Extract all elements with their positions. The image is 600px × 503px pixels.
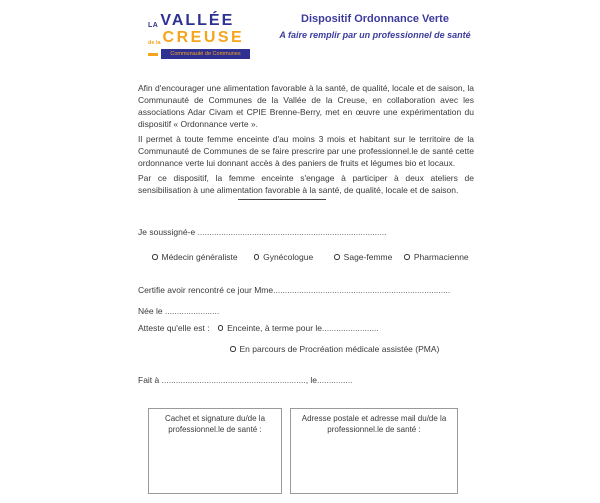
logo-banner-text: Communauté de Communes	[161, 49, 250, 59]
radio-icon	[334, 254, 340, 260]
radio-gynecologue	[254, 251, 314, 263]
certifie-line	[138, 284, 474, 296]
le-label: , le	[305, 375, 318, 385]
radio-pma-icon	[230, 346, 236, 352]
logo-line-1	[148, 13, 254, 29]
nee-fill-line: .......................	[164, 306, 220, 316]
certifie-fill-line: ...........................................................................	[273, 285, 451, 295]
logo-text-vallee: VALLÉE	[160, 12, 235, 29]
le-fill-line: ...............	[317, 375, 353, 385]
radio-label: Gynécologue	[263, 252, 314, 262]
radio-icon	[254, 254, 260, 260]
intro-paragraph-1: Afin d'encourager une alimentation favorable à la santé, de qualité, locale et de saison, la Communauté de Communes de la Vallée de la Creuse, en collaboration avec les associations Adar Civam et CPIE Brenne-Berry, met en œuvre une expérimentation du dispositif « Ordonnance verte ».	[138, 83, 474, 129]
radio-enceinte-icon	[218, 325, 224, 331]
logo-line-2	[148, 29, 254, 46]
pma-label: En parcours de Procréation médicale assistée (PMA)	[239, 344, 440, 354]
profession-options	[138, 251, 474, 263]
radio-medecin-generaliste	[152, 251, 238, 263]
fait-fill-line: .............................................................	[161, 375, 306, 385]
header-title-block	[268, 13, 482, 40]
atteste-label: Atteste qu'elle est :	[138, 323, 210, 333]
radio-label: Pharmacienne	[413, 252, 469, 262]
document-subtitle: A faire remplir par un professionnel de santé	[279, 30, 471, 40]
soussigne-line	[138, 226, 474, 238]
cachet-signature-box	[148, 408, 282, 494]
document-title: Dispositif Ordonnance Verte	[301, 13, 449, 25]
enceinte-label: Enceinte, à terme pour le	[227, 323, 323, 333]
section-divider	[238, 199, 326, 200]
radio-label: Médecin généraliste	[161, 252, 238, 262]
logo-text-creuse: CREUSE	[162, 29, 245, 46]
enceinte-fill-line: ........................	[322, 323, 379, 333]
radio-icon	[152, 254, 158, 260]
certifie-label: Certifie avoir rencontré ce jour Mme	[138, 285, 274, 295]
logo-dash-icon	[148, 53, 158, 56]
fait-label: Fait à	[138, 375, 162, 385]
intro-paragraph-2: Il permet à toute femme enceinte d'au moins 3 mois et habitant sur le territoire de la Communauté de Communes de se faire prescrire par une professionnel.le de santé cette ordonnance verte lui donnant accès à des paniers de fruits et légumes bio et locaux.	[138, 134, 474, 168]
radio-pharmacienne	[404, 251, 468, 263]
signature-boxes	[138, 408, 474, 494]
radio-icon	[404, 254, 410, 260]
soussigne-fill-line: ................................................................................	[197, 227, 387, 237]
fait-line	[138, 374, 474, 386]
vallee-creuse-logo	[148, 13, 254, 59]
nee-line	[138, 305, 474, 317]
adresse-label: Adresse postale et adresse mail du/de la professionnel.le de santé :	[301, 414, 447, 434]
soussigne-label: Je soussigné-e	[138, 227, 198, 237]
pma-line	[138, 343, 474, 355]
nee-label: Née le	[138, 306, 165, 316]
adresse-box	[290, 408, 458, 494]
cachet-signature-label: Cachet et signature du/de la professionnel.le de santé :	[164, 414, 266, 434]
logo-text-dela: de la	[148, 39, 161, 46]
document-body	[138, 82, 474, 494]
radio-label: Sage-femme	[343, 252, 393, 262]
logo-banner-row	[148, 49, 254, 59]
logo-text-la: LA	[148, 22, 159, 29]
atteste-line	[138, 322, 474, 334]
intro-paragraph-3: Par ce dispositif, la femme enceinte s'engage à participer à deux ateliers de sensibilisation à une alimentation favorable à la santé, de qualité, locale et de saison.	[138, 173, 474, 195]
radio-sage-femme	[334, 251, 392, 263]
